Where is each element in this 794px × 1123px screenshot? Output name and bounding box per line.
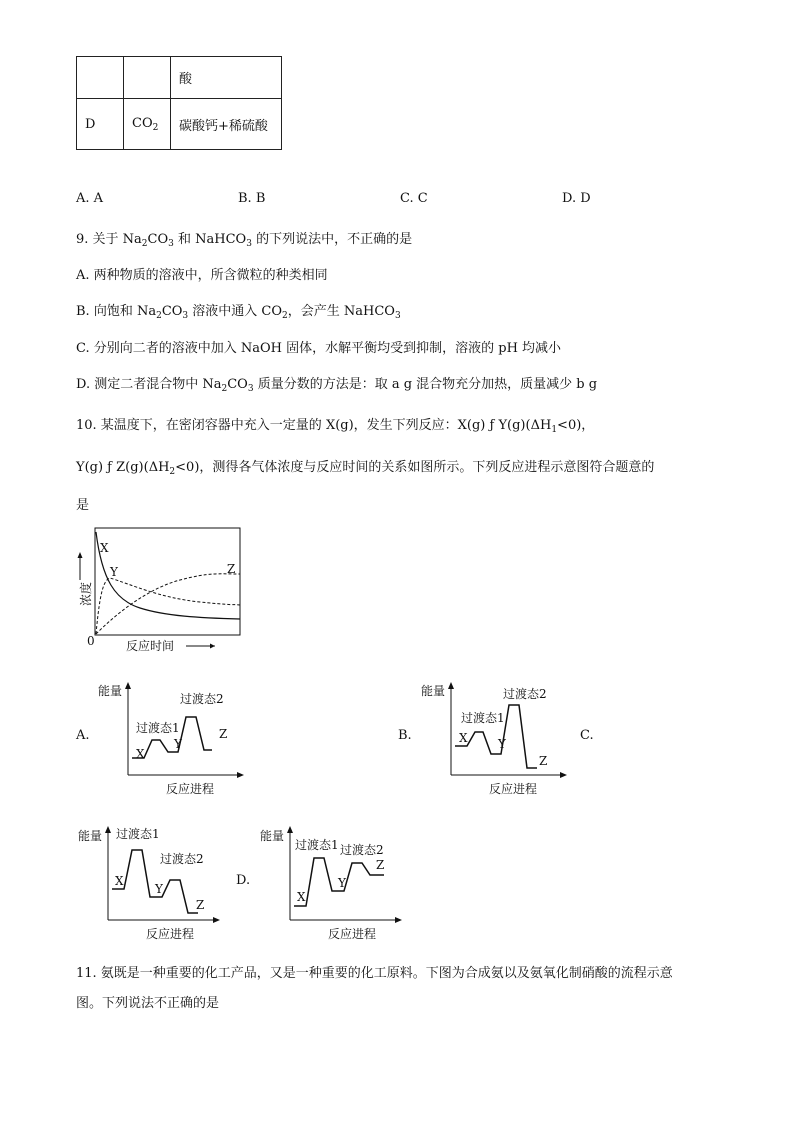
q10-stem-line3: 是 xyxy=(76,498,90,513)
energy-diagram-c xyxy=(78,823,228,945)
svg-text:过渡态2: 过渡态2 xyxy=(340,843,384,857)
option-d[interactable]: D. D xyxy=(562,191,591,206)
svg-text:X: X xyxy=(115,874,124,888)
svg-text:能量: 能量 xyxy=(98,684,123,698)
svg-text:过渡态2: 过渡态2 xyxy=(503,687,547,701)
option-d-label[interactable]: D. xyxy=(236,873,251,888)
q9-option-d[interactable]: D. 测定二者混合物中 $Na_2CO_3$ 质量分数的方法是：取 a g 混合物充分加热，质量减少 b g xyxy=(76,377,598,394)
table-cell xyxy=(77,57,124,99)
concentration-graph xyxy=(70,520,260,655)
svg-text:过渡态1: 过渡态1 xyxy=(136,721,180,735)
answer-table xyxy=(76,56,282,150)
svg-text:X: X xyxy=(459,731,468,745)
svg-text:过渡态1: 过渡态1 xyxy=(295,838,339,852)
q10-stem-line2: Y(g) ƒ $Z(g)(\Delta H_2<0)$，测得各气体浓度与反应时间的关系如图所示。下列反应进程示意图符合题意的 xyxy=(76,460,655,477)
option-c[interactable]: C. C xyxy=(400,191,428,206)
svg-text:过渡态2: 过渡态2 xyxy=(180,692,224,706)
svg-text:Y: Y xyxy=(155,882,163,896)
table-row xyxy=(77,57,282,99)
svg-text:反应进程: 反应进程 xyxy=(166,782,215,796)
table-cell: 酸 xyxy=(171,57,282,99)
svg-text:过渡态2: 过渡态2 xyxy=(160,852,204,866)
q9-stem: 9. 关于 $Na_2CO_3$ 和 NaHCO$_3$ 的下列说法中，不正确的是 xyxy=(76,232,413,249)
svg-text:过渡态1: 过渡态1 xyxy=(116,827,160,841)
curve-y xyxy=(96,578,240,634)
svg-text:反应进程: 反应进程 xyxy=(489,782,538,796)
svg-text:能量: 能量 xyxy=(421,684,446,698)
table-cell: 碳酸钙+稀硫酸 xyxy=(171,99,282,150)
label-z: Z xyxy=(227,562,236,576)
svg-text:Y: Y xyxy=(174,737,182,751)
origin-label: 0 xyxy=(87,634,95,648)
svg-text:Y: Y xyxy=(338,876,346,890)
energy-diagram-d xyxy=(260,823,410,945)
option-b[interactable]: B. B xyxy=(238,191,266,206)
label-x: X xyxy=(100,541,109,555)
svg-text:X: X xyxy=(136,747,145,761)
svg-text:Y: Y xyxy=(498,737,506,751)
energy-diagram-a xyxy=(98,680,250,800)
q9-option-c[interactable]: C. 分别向二者的溶液中加入 NaOH 固体，水解平衡均受到抑制，溶液的 pH 均减小 xyxy=(76,341,562,356)
q9-option-b[interactable]: B. 向饱和 $Na_2CO_3$ 溶液中通入 $CO_2$，会产生 NaHCO$_3$ xyxy=(76,304,401,321)
table-cell: D xyxy=(77,99,124,150)
option-c-label[interactable]: C. xyxy=(580,728,594,743)
label-y: Y xyxy=(110,565,118,579)
svg-text:反应进程: 反应进程 xyxy=(146,927,195,941)
svg-text:Z: Z xyxy=(219,727,228,741)
option-b-label[interactable]: B. xyxy=(398,728,412,743)
svg-text:反应进程: 反应进程 xyxy=(328,927,377,941)
svg-text:Z: Z xyxy=(539,754,548,768)
y-axis-label: 浓度 xyxy=(79,581,93,606)
formula-co2: $CO_2$ xyxy=(132,115,159,133)
q10-stem-line1: 10. 某温度下，在密闭容器中充入一定量的 X(g)，发生下列反应：X(g) ƒ $Y(g)(\Delta H_1<0)$， xyxy=(76,418,595,435)
svg-text:Z: Z xyxy=(376,858,385,872)
table-row xyxy=(77,99,282,150)
svg-text:X: X xyxy=(297,890,306,904)
option-a-label[interactable]: A. xyxy=(76,728,90,743)
energy-diagram-b xyxy=(421,680,573,800)
table-cell xyxy=(124,57,171,99)
svg-text:能量: 能量 xyxy=(260,829,285,843)
svg-text:Z: Z xyxy=(196,898,205,912)
q11-stem-line1: 11. 氨既是一种重要的化工产品，又是一种重要的化工原料。下图为合成氨以及氨氧化制硝酸的流程示意 xyxy=(76,966,673,981)
svg-text:能量: 能量 xyxy=(78,829,103,843)
q9-option-a[interactable]: A. 两种物质的溶液中，所含微粒的种类相同 xyxy=(76,268,328,283)
x-axis-label: 反应时间 xyxy=(126,639,175,653)
q11-stem-line2: 图。下列说法不正确的是 xyxy=(76,996,220,1011)
option-a[interactable]: A. A xyxy=(76,191,104,206)
svg-text:过渡态1: 过渡态1 xyxy=(461,711,505,725)
table-cell xyxy=(124,99,171,150)
